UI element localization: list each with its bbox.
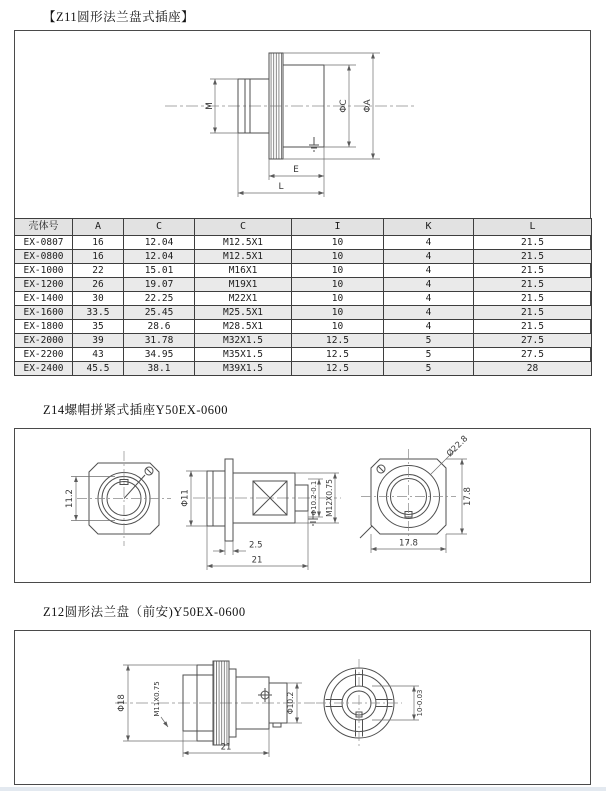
z14-rear-dims [371, 450, 467, 553]
dim-label-thread: M12X0.75 [325, 479, 334, 517]
z14-side-view [207, 459, 318, 541]
table-cell: 28.6 [124, 320, 195, 334]
table-cell: M32X1.5 [195, 334, 292, 348]
table-cell: EX-0800 [15, 250, 73, 264]
table-cell: M16X1 [195, 264, 292, 278]
table-cell: 25.45 [124, 306, 195, 320]
table-cell: 27.5 [474, 348, 592, 362]
table-cell: M39X1.5 [195, 362, 292, 376]
col-header-c1: C [124, 219, 195, 236]
table-cell: 21.5 [474, 292, 592, 306]
table-row [15, 264, 592, 278]
table-cell: 43 [73, 348, 124, 362]
section3-title: Z12圆形法兰盘（前安)Y50EX-0600 [43, 605, 246, 619]
col-header-k: K [384, 219, 474, 236]
table-cell: 10 [292, 306, 384, 320]
table-cell: 5 [384, 348, 474, 362]
col-header-l: L [474, 219, 592, 236]
section2-title: Z14螺帽拼紧式插座Y50EX-0600 [43, 403, 228, 417]
table-cell: 10 [292, 320, 384, 334]
z11-panel [14, 30, 591, 373]
table-cell: 38.1 [124, 362, 195, 376]
dim-label-thread: M11X0.75 [153, 681, 161, 717]
dim-label-10: 10-0.03 [416, 689, 424, 717]
col-header-shell: 壳体号 [15, 219, 73, 236]
table-cell: 21.5 [474, 320, 592, 334]
dim-label-phi11: Φ11 [180, 489, 191, 507]
table-cell: M28.5X1 [195, 320, 292, 334]
table-cell: 10 [292, 236, 384, 250]
dim-label-phi18: Φ18 [117, 694, 127, 712]
table-cell: 30 [73, 292, 124, 306]
z12-front-centerlines [316, 659, 402, 747]
dim-label-2-5: 2.5 [249, 540, 263, 551]
table-cell: 33.5 [73, 306, 124, 320]
table-cell: 22 [73, 264, 124, 278]
dim-label-21: 21 [220, 742, 232, 753]
table-cell: 4 [384, 306, 474, 320]
table-cell: 15.01 [124, 264, 195, 278]
table-cell: 4 [384, 292, 474, 306]
table-cell: 21.5 [474, 306, 592, 320]
table-row [15, 362, 592, 376]
table-cell: 4 [384, 320, 474, 334]
z14-panel [14, 428, 591, 583]
table-cell: EX-1800 [15, 320, 73, 334]
position-symbol [258, 688, 272, 702]
table-cell: M19X1 [195, 278, 292, 292]
table-cell: 5 [384, 334, 474, 348]
table-cell: 39 [73, 334, 124, 348]
section1-title: 【Z11圆形法兰盘式插座】 [43, 10, 195, 24]
table-cell: 34.95 [124, 348, 195, 362]
table-cell: 12.04 [124, 236, 195, 250]
table-cell: 4 [384, 264, 474, 278]
table-row [15, 236, 592, 250]
col-header-c2: C [195, 219, 292, 236]
z14-three-view-drawing [15, 429, 590, 582]
table-cell: EX-1600 [15, 306, 73, 320]
table-row [15, 278, 592, 292]
table-cell: M22X1 [195, 292, 292, 306]
dim-label-bore: Φ10.2 [286, 691, 295, 715]
table-row [15, 348, 592, 362]
dim-label-11-2: 11.2 [65, 489, 75, 508]
dim-label-rear-width: 17.8 [399, 538, 418, 549]
table-row [15, 292, 592, 306]
table-cell: 26 [73, 278, 124, 292]
table-cell: 21.5 [474, 264, 592, 278]
table-cell: 4 [384, 250, 474, 264]
dim-label-l: L [278, 182, 284, 192]
table-cell: 5 [384, 362, 474, 376]
dim-label-phi-c: ΦC [339, 99, 349, 113]
table-cell: 45.5 [73, 362, 124, 376]
table-cell: 10 [292, 292, 384, 306]
table-cell: 4 [384, 278, 474, 292]
shell-table-body [15, 236, 592, 376]
table-cell: EX-2400 [15, 362, 73, 376]
table-cell: 12.5 [292, 348, 384, 362]
table-cell: 22.25 [124, 292, 195, 306]
table-cell: 21.5 [474, 278, 592, 292]
col-header-a: A [73, 219, 124, 236]
z11-side-view-drawing [15, 31, 590, 218]
table-header-row [15, 219, 592, 236]
table-cell: EX-2000 [15, 334, 73, 348]
table-cell: EX-1400 [15, 292, 73, 306]
table-cell: M35X1.5 [195, 348, 292, 362]
table-cell: 31.78 [124, 334, 195, 348]
table-cell: 12.5 [292, 362, 384, 376]
table-cell: 10 [292, 250, 384, 264]
table-cell: M12.5X1 [195, 236, 292, 250]
table-cell: M12.5X1 [195, 250, 292, 264]
table-cell: 19.07 [124, 278, 195, 292]
page-bottom-strip [0, 787, 606, 791]
table-row [15, 334, 592, 348]
table-cell: 35 [73, 320, 124, 334]
table-cell: EX-1200 [15, 278, 73, 292]
dim-label-rear-dia: Ø22.8 [444, 433, 471, 460]
table-cell: M25.5X1 [195, 306, 292, 320]
dim-label-e: E [293, 165, 299, 175]
earth-symbol [309, 137, 319, 151]
dim-label-rear-height: 17.8 [463, 487, 473, 506]
table-cell: 12.04 [124, 250, 195, 264]
table-cell: EX-2200 [15, 348, 73, 362]
table-cell: 16 [73, 250, 124, 264]
table-cell: 28 [474, 362, 592, 376]
z12-panel [14, 630, 591, 785]
table-cell: 12.5 [292, 334, 384, 348]
dim-label-m: M [205, 102, 215, 110]
table-cell: 21.5 [474, 236, 592, 250]
shell-dimension-table [14, 218, 592, 376]
table-cell: EX-0807 [15, 236, 73, 250]
table-cell: 10 [292, 278, 384, 292]
table-row [15, 250, 592, 264]
table-cell: 16 [73, 236, 124, 250]
dim-label-phi-a: ΦA [363, 99, 373, 113]
table-cell: 10 [292, 264, 384, 278]
dim-label-bore: Φ10.2-0.1 [310, 480, 318, 516]
col-header-i: I [292, 219, 384, 236]
table-cell: EX-1000 [15, 264, 73, 278]
table-row [15, 320, 592, 334]
table-row [15, 306, 592, 320]
table-cell: 4 [384, 236, 474, 250]
dim-label-21: 21 [251, 555, 263, 566]
z12-two-view-drawing [15, 631, 590, 784]
table-cell: 21.5 [474, 250, 592, 264]
dimension-lines [210, 53, 380, 197]
table-cell: 27.5 [474, 334, 592, 348]
z14-rear-view [360, 459, 446, 538]
